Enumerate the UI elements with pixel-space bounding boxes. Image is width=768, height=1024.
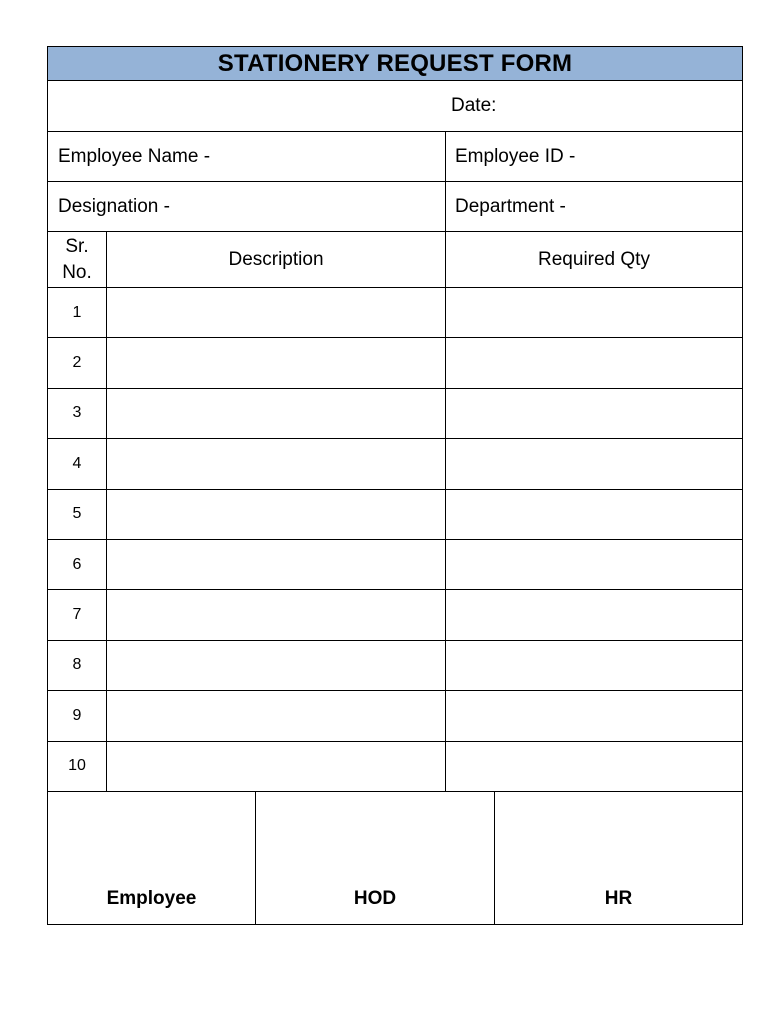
hr-signature-box[interactable]: HR — [604, 887, 633, 909]
table-row — [47, 439, 743, 489]
sr-no-cell: 4 — [48, 439, 107, 488]
table-row — [47, 288, 743, 338]
description-cell[interactable] — [107, 540, 446, 589]
table-row — [47, 540, 743, 590]
description-cell[interactable] — [107, 389, 446, 438]
sr-no-cell: 9 — [48, 691, 107, 740]
required-qty-cell[interactable] — [446, 288, 742, 337]
table-row — [47, 691, 743, 741]
signature-row — [47, 792, 743, 925]
department-field[interactable]: Department - — [455, 195, 566, 217]
required-qty-cell[interactable] — [446, 338, 742, 387]
sr-no-cell: 8 — [48, 641, 107, 690]
required-qty-cell[interactable] — [446, 439, 742, 488]
employee-signature-box[interactable]: Employee — [48, 792, 256, 924]
required-qty-cell[interactable] — [446, 742, 742, 791]
sr-no-cell: 10 — [48, 742, 107, 791]
description-header: Description — [107, 232, 446, 287]
description-cell[interactable] — [107, 641, 446, 690]
required-qty-cell[interactable] — [446, 490, 742, 539]
required-qty-cell[interactable] — [446, 540, 742, 589]
required-qty-cell[interactable] — [446, 590, 742, 639]
sr-no-cell: 3 — [48, 389, 107, 438]
table-row — [47, 641, 743, 691]
designation-field[interactable]: Designation - — [48, 182, 446, 231]
description-cell[interactable] — [107, 338, 446, 387]
required-qty-header: Required Qty — [538, 248, 650, 270]
description-cell[interactable] — [107, 742, 446, 791]
description-cell[interactable] — [107, 691, 446, 740]
sr-no-cell: 5 — [48, 490, 107, 539]
table-header-row — [47, 232, 743, 288]
sr-no-header: Sr. No. — [48, 232, 107, 287]
table-row — [47, 338, 743, 388]
table-row — [47, 389, 743, 439]
required-qty-cell[interactable] — [446, 641, 742, 690]
required-qty-cell[interactable] — [446, 691, 742, 740]
table-row — [47, 590, 743, 640]
employee-id-field[interactable]: Employee ID - — [455, 145, 576, 167]
description-cell[interactable] — [107, 590, 446, 639]
employee-info-row — [47, 132, 743, 182]
employee-name-field[interactable]: Employee Name - — [48, 132, 446, 181]
description-cell[interactable] — [107, 439, 446, 488]
sr-no-cell: 6 — [48, 540, 107, 589]
table-row — [47, 490, 743, 540]
form-title: STATIONERY REQUEST FORM — [47, 46, 743, 81]
hod-signature-box[interactable]: HOD — [256, 792, 495, 924]
sr-no-cell: 2 — [48, 338, 107, 387]
items-table-body — [47, 288, 743, 792]
sr-no-cell: 7 — [48, 590, 107, 639]
designation-row — [47, 182, 743, 232]
description-cell[interactable] — [107, 288, 446, 337]
stationery-request-form — [47, 46, 743, 925]
date-field[interactable]: Date: — [451, 95, 497, 116]
table-row — [47, 742, 743, 792]
date-row — [47, 81, 743, 132]
sr-no-cell: 1 — [48, 288, 107, 337]
required-qty-cell[interactable] — [446, 389, 742, 438]
description-cell[interactable] — [107, 490, 446, 539]
